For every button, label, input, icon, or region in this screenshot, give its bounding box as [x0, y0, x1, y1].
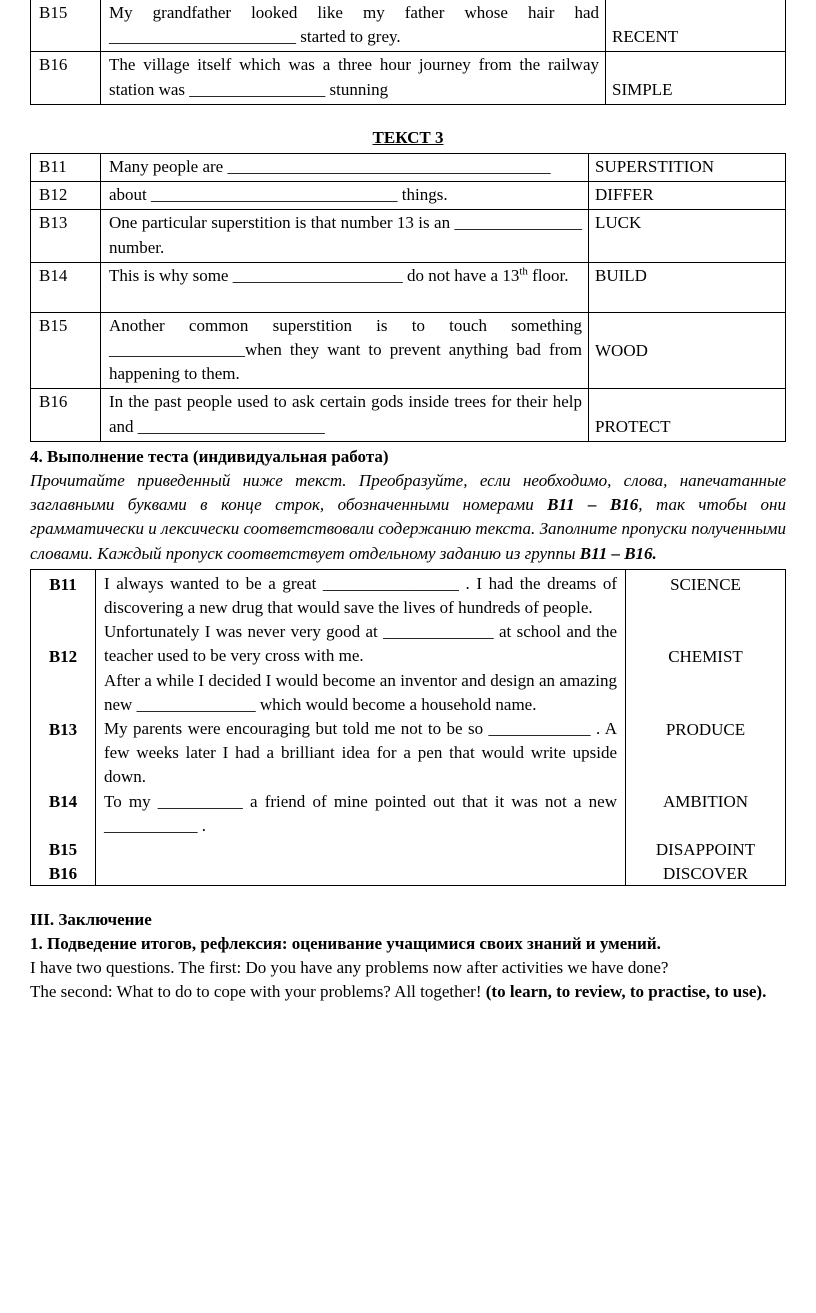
table-row — [31, 210, 785, 262]
table-row — [31, 52, 785, 103]
ordinal-superscript: th — [519, 265, 528, 278]
task-word: PRODUCE — [665, 719, 746, 739]
task-word: SCIENCE — [670, 574, 741, 594]
table-row — [31, 182, 785, 210]
task-word: RECENT — [612, 27, 679, 47]
task-number: B12 — [31, 182, 101, 209]
conclusion-verbs: (to learn, to review, to practise, to use). — [485, 982, 767, 1002]
task-word: SUPERSTITION — [595, 157, 715, 177]
conclusion-subheading: 1. Подведение итогов, рефлексия: оценивание учащимися своих знаний и умений. — [30, 934, 661, 954]
task-word-column — [626, 570, 785, 885]
section4-title: 4. Выполнение теста (индивидуальная работа) — [30, 446, 389, 466]
conclusion-question1: I have two questions. The first: Do you have any problems now after activities we have done? — [30, 958, 669, 978]
conclusion-heading: III. Заключение — [30, 909, 152, 929]
task-paragraph: I always wanted to be a great ________________ . I had the dreams of discovering a new drug that would save the lives of hundreds of people. — [104, 573, 617, 618]
task-paragraph: After a while I decided I would become an inventor and design an amazing new ______________ which would become a household name. — [104, 670, 617, 714]
conclusion-text: The second: What to do to cope with your problems? All together! — [30, 982, 486, 1002]
instructions-text: , так чтобы они грамматически и лексически соответствовали содержанию текста. Заполните пропуски полученными словами. Каждый пропуск соответствует отдельному заданию из группы — [30, 495, 786, 563]
task-word: PROTECT — [595, 416, 671, 436]
task-word: DISCOVER — [662, 863, 748, 883]
task-text: In the past people used to ask certain gods inside trees for their help and ______________________ — [101, 389, 589, 440]
task-text-column — [96, 570, 626, 885]
exercise-table-text3 — [30, 153, 786, 442]
task-number: B15 — [31, 313, 101, 389]
task-word: DISAPPOINT — [655, 839, 756, 859]
task-paragraph: My parents were encouraging but told me not to be so ____________ . A few weeks later I had a brilliant idea for a pen that would write upside down. — [104, 719, 617, 787]
table-row — [31, 0, 785, 52]
task-word: CHEMIST — [668, 646, 743, 666]
task-number: B16 — [31, 389, 101, 440]
exercise-table-top — [30, 0, 786, 105]
task-word: SIMPLE — [612, 79, 673, 99]
conclusion-question2 — [30, 980, 786, 1004]
task-text: One particular superstition is that number 13 is an _______________ number. — [101, 210, 589, 261]
task-number: B11 — [31, 154, 101, 181]
task-number: B11 — [49, 574, 77, 594]
task-text: Another common superstition is to touch something ________________when they want to prevent anything bad from happening to them. — [101, 313, 589, 389]
task-word: WOOD — [595, 340, 648, 360]
task-number: B14 — [31, 263, 101, 312]
task-number: B13 — [31, 210, 101, 261]
task-word: DIFFER — [595, 185, 654, 205]
task-number: B16 — [31, 52, 101, 103]
task-number-column — [31, 570, 96, 885]
task-text: about _____________________________ things. — [101, 182, 589, 209]
exercise-table-test — [30, 569, 786, 886]
task-number: B16 — [48, 863, 78, 883]
task-paragraph: Unfortunately I was never very good at _____________ at school and the teacher used to be very cross with me. — [104, 622, 617, 666]
task-number: B12 — [48, 646, 78, 666]
task-range: В11 – В16 — [547, 495, 639, 515]
section4-instructions — [30, 469, 786, 566]
table-row — [31, 313, 785, 390]
task-number: B15 — [31, 0, 101, 51]
task-number: B15 — [48, 839, 78, 859]
task-text — [101, 263, 589, 312]
table-row — [31, 389, 785, 440]
task-text-part: This is why some ____________________ do not have a 13 — [109, 265, 520, 285]
instructions-text: Прочитайте приведенный ниже текст. Преобразуйте, если необходимо, слова, напечатанные заглавными буквами в конце строк, обозначенными номерами — [30, 471, 786, 515]
table-row — [31, 263, 785, 313]
task-word: AMBITION — [663, 791, 748, 811]
task-range: В11 – В16. — [579, 543, 657, 563]
task-word: BUILD — [595, 265, 647, 285]
task-number: B13 — [48, 719, 78, 739]
task-text: The village itself which was a three hour journey from the railway station was ________________ stunning — [101, 52, 606, 103]
text3-heading: ТЕКСТ 3 — [372, 127, 444, 147]
task-text-part: floor. — [527, 265, 569, 285]
task-text: My grandfather looked like my father whose hair had ______________________ started to grey. — [101, 0, 606, 51]
table-row — [31, 154, 785, 182]
task-word: LUCK — [595, 213, 642, 233]
task-number: B14 — [48, 791, 78, 811]
task-paragraph: To my __________ a friend of mine pointed out that it was not a new ___________ . — [104, 791, 617, 835]
task-text: Many people are ______________________________________ — [101, 154, 589, 181]
